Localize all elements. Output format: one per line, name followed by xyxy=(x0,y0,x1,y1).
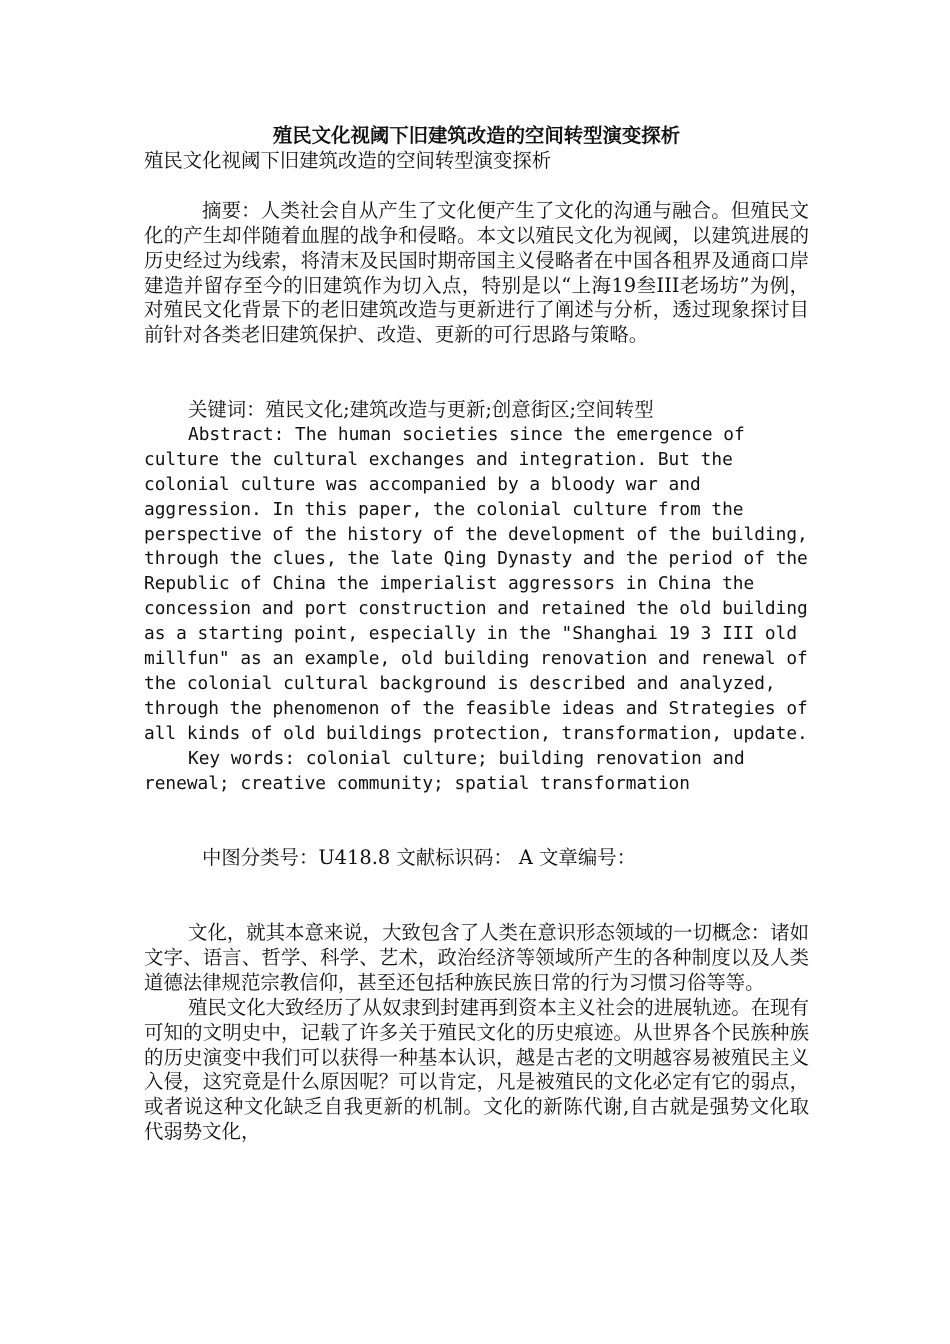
abstract-english: Abstract: The human societies since the emergence of culture the cultural exchanges and integration. But the colonial culture was accompanied by a bloody war and aggression. In this paper, the colonial culture from the perspective of the history of the development of the building, through the clues, the late Qing Dynasty and the period of the Republic of China the imperialist aggressors in China the concession and port construction and retained the old building as a starting point, especially in the "Shanghai 19 3 III old millfun" as an example, old building renovation and renewal of the colonial cultural background is described and analyzed, through the phenomenon of the feasible ideas and Strategies of all kinds of old buildings protection, transformation, update. xyxy=(144,423,819,744)
document-page xyxy=(144,123,819,1145)
document-subtitle: 殖民文化视阈下旧建筑改造的空间转型演变探析 xyxy=(144,149,552,172)
classification-line: 中图分类号：U418.8 文献标识码： A 文章编号： xyxy=(202,846,636,870)
keywords-chinese: 关键词：殖民文化;建筑改造与更新;创意街区;空间转型 xyxy=(188,398,654,422)
body-paragraph-1: 文化，就其本意来说，大致包含了人类在意识形态领域的一切概念：诸如文字、语言、哲学、科学、艺术，政治经济等领域所产生的各种制度以及人类道德法律规范宗教信仰，甚至还包括种族民族日常的行为习惯习俗等等。 xyxy=(144,920,809,994)
abstract-chinese: 摘要：人类社会自从产生了文化便产生了文化的沟通与融合。但殖民文化的产生却伴随着血腥的战争和侵略。本文以殖民文化为视阈，以建筑进展的历史经过为线索，将清末及民国时期帝国主义侵略者在中国各租界及通商口岸建造并留存至今的旧建筑作为切入点，特别是以“上海19叁III老场坊”为例，对殖民文化背景下的老旧建筑改造与更新进行了阐述与分析，透过现象探讨目前针对各类老旧建筑保护、改造、更新的可行思路与策略。 xyxy=(144,198,809,347)
keywords-english: Key words: colonial culture; building renovation and renewal; creative community; spatial transformation xyxy=(144,747,756,794)
document-title: 殖民文化视阈下旧建筑改造的空间转型演变探析 xyxy=(272,124,681,147)
spacer xyxy=(144,174,809,199)
body-paragraph-2: 殖民文化大致经历了从奴隶到封建再到资本主义社会的进展轨迹。在现有可知的文明史中，记载了许多关于殖民文化的历史痕迹。从世界各个民族种族的历史演变中我们可以获得一种基本认识，越是古老的文明越容易被殖民主义入侵，这究竟是什么原因呢？可以肯定，凡是被殖民的文化必定有它的弱点，或者说这种文化缺乏自我更新的机制。文化的新陈代谢,自古就是强势文化取代弱势文化， xyxy=(144,995,809,1144)
